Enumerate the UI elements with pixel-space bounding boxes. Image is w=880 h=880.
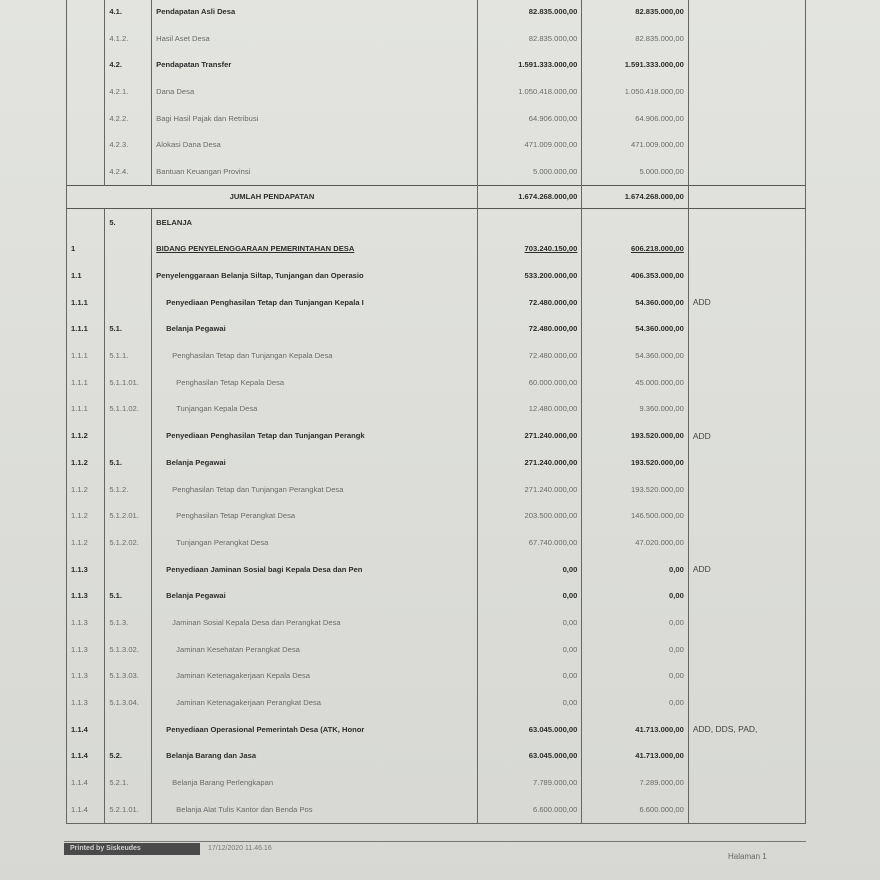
funding-source-cell xyxy=(688,105,805,132)
realization-amount-cell: 82.835.000,00 xyxy=(582,25,688,52)
account-code-cell: 5.2.1. xyxy=(105,769,152,796)
activity-code-cell: 1.1.3 xyxy=(67,663,105,690)
funding-source-cell xyxy=(688,51,805,78)
activity-code-cell: 1.1.2 xyxy=(67,502,105,529)
activity-code-cell: 1.1 xyxy=(67,262,105,289)
funding-source-cell: ADD, DDS, PAD, xyxy=(688,716,805,743)
funding-source-cell xyxy=(688,743,805,770)
description-cell: Penyelenggaraan Belanja Siltap, Tunjangan dan Operasio xyxy=(152,262,478,289)
funding-source-cell: ADD xyxy=(688,289,805,316)
description-cell: Alokasi Dana Desa xyxy=(152,131,478,158)
description-cell: Belanja Alat Tulis Kantor dan Benda Pos xyxy=(152,796,478,823)
budget-amount-cell: 7.789.000,00 xyxy=(478,769,582,796)
activity-code-cell xyxy=(67,131,105,158)
activity-code-cell: 1.1.1 xyxy=(67,342,105,369)
funding-source-cell xyxy=(688,25,805,52)
budget-amount-cell: 67.740.000,00 xyxy=(478,529,582,556)
budget-amount-cell: 72.480.000,00 xyxy=(478,289,582,316)
realization-amount-cell: 6.600.000,00 xyxy=(582,796,688,823)
account-code-cell: 5.1. xyxy=(105,449,152,476)
budget-amount-cell: 0,00 xyxy=(478,609,582,636)
table-row xyxy=(67,0,806,25)
account-code-cell: 5.2.1.01. xyxy=(105,796,152,823)
table-row xyxy=(67,316,806,343)
activity-code-cell: 1.1.3 xyxy=(67,636,105,663)
account-code-cell: 4.1.2. xyxy=(105,25,152,52)
description-cell: Penyediaan Operasional Pemerintah Desa (ATK, Honor xyxy=(152,716,478,743)
budget-amount-cell: 72.480.000,00 xyxy=(478,316,582,343)
activity-code-cell: 1 xyxy=(67,236,105,263)
table-row xyxy=(67,529,806,556)
realization-amount-cell: 45.000.000,00 xyxy=(582,369,688,396)
activity-code-cell: 1.1.1 xyxy=(67,316,105,343)
table-row xyxy=(67,131,806,158)
account-code-cell: 5.1. xyxy=(105,582,152,609)
account-code-cell: 4.2.1. xyxy=(105,78,152,105)
funding-source-cell: ADD xyxy=(688,556,805,583)
description-cell: Belanja Barang Perlengkapan xyxy=(152,769,478,796)
description-cell: Penyediaan Penghasilan Tetap dan Tunjangan Kepala I xyxy=(152,289,478,316)
funding-source-cell xyxy=(688,689,805,716)
description-cell: BELANJA xyxy=(152,208,478,235)
funding-source-cell xyxy=(688,369,805,396)
budget-amount-cell: 271.240.000,00 xyxy=(478,476,582,503)
table-row xyxy=(67,342,806,369)
table-row xyxy=(67,743,806,770)
table-row xyxy=(67,262,806,289)
budget-amount-cell: 533.200.000,00 xyxy=(478,262,582,289)
activity-code-cell: 1.1.2 xyxy=(67,449,105,476)
activity-code-cell: 1.1.3 xyxy=(67,556,105,583)
footer-divider xyxy=(64,841,806,842)
realization-amount-cell: 1.050.418.000,00 xyxy=(582,78,688,105)
description-cell: Pendapatan Asli Desa xyxy=(152,0,478,25)
funding-source-cell xyxy=(688,158,805,185)
funding-source-cell xyxy=(688,0,805,25)
total-realization-cell: 1.674.268.000,00 xyxy=(582,185,688,208)
realization-amount-cell: 1.591.333.000,00 xyxy=(582,51,688,78)
funding-source-cell xyxy=(688,236,805,263)
activity-code-cell: 1.1.1 xyxy=(67,396,105,423)
account-code-cell: 4.2.4. xyxy=(105,158,152,185)
budget-amount-cell: 703.240.150,00 xyxy=(478,236,582,263)
activity-code-cell xyxy=(67,51,105,78)
account-code-cell xyxy=(105,556,152,583)
description-cell: Penyediaan Jaminan Sosial bagi Kepala Desa dan Pen xyxy=(152,556,478,583)
funding-source-cell xyxy=(688,262,805,289)
account-code-cell: 5.1.1.01. xyxy=(105,369,152,396)
activity-code-cell: 1.1.2 xyxy=(67,422,105,449)
budget-amount-cell: 0,00 xyxy=(478,556,582,583)
total-label: JUMLAH PENDAPATAN xyxy=(67,185,478,208)
funding-source-cell xyxy=(688,582,805,609)
table-row xyxy=(67,51,806,78)
funding-source-cell xyxy=(688,131,805,158)
table-row xyxy=(67,369,806,396)
table-row xyxy=(67,582,806,609)
description-cell: Hasil Aset Desa xyxy=(152,25,478,52)
budget-amount-cell: 0,00 xyxy=(478,689,582,716)
realization-amount-cell: 0,00 xyxy=(582,663,688,690)
description-cell: Penghasilan Tetap dan Tunjangan Kepala Desa xyxy=(152,342,478,369)
description-cell: Tunjangan Kepala Desa xyxy=(152,396,478,423)
budget-amount-cell: 1.050.418.000,00 xyxy=(478,78,582,105)
realization-amount-cell: 406.353.000,00 xyxy=(582,262,688,289)
activity-code-cell: 1.1.3 xyxy=(67,582,105,609)
realization-amount-cell: 471.009.000,00 xyxy=(582,131,688,158)
description-cell: Dana Desa xyxy=(152,78,478,105)
description-cell: Jaminan Sosial Kepala Desa dan Perangkat Desa xyxy=(152,609,478,636)
budget-amount-cell: 63.045.000,00 xyxy=(478,716,582,743)
budget-amount-cell: 63.045.000,00 xyxy=(478,743,582,770)
budget-amount-cell: 0,00 xyxy=(478,636,582,663)
account-code-cell: 5.1.2.01. xyxy=(105,502,152,529)
realization-amount-cell: 193.520.000,00 xyxy=(582,422,688,449)
table-row xyxy=(67,422,806,449)
activity-code-cell xyxy=(67,105,105,132)
realization-amount-cell: 64.906.000,00 xyxy=(582,105,688,132)
total-source-cell xyxy=(688,185,805,208)
table-row xyxy=(67,769,806,796)
print-timestamp: 17/12/2020 11.46.16 xyxy=(208,845,272,852)
realization-amount-cell: 0,00 xyxy=(582,636,688,663)
description-cell: Jaminan Ketenagakerjaan Perangkat Desa xyxy=(152,689,478,716)
account-code-cell: 5.1.3.04. xyxy=(105,689,152,716)
table-row xyxy=(67,449,806,476)
activity-code-cell: 1.1.1 xyxy=(67,289,105,316)
budget-amount-cell: 12.480.000,00 xyxy=(478,396,582,423)
account-code-cell: 5.2. xyxy=(105,743,152,770)
realization-amount-cell: 54.360.000,00 xyxy=(582,316,688,343)
description-cell: Tunjangan Perangkat Desa xyxy=(152,529,478,556)
realization-amount-cell: 193.520.000,00 xyxy=(582,476,688,503)
activity-code-cell: 1.1.4 xyxy=(67,796,105,823)
printed-by-label: Printed by Siskeudes xyxy=(64,843,200,855)
budget-table xyxy=(66,0,806,824)
funding-source-cell xyxy=(688,529,805,556)
realization-amount-cell: 82.835.000,00 xyxy=(582,0,688,25)
table-row xyxy=(67,289,806,316)
budget-amount-cell: 271.240.000,00 xyxy=(478,449,582,476)
table-row xyxy=(67,25,806,52)
funding-source-cell xyxy=(688,316,805,343)
activity-code-cell: 1.1.1 xyxy=(67,369,105,396)
activity-code-cell xyxy=(67,208,105,235)
budget-amount-cell: 82.835.000,00 xyxy=(478,25,582,52)
description-cell: BIDANG PENYELENGGARAAN PEMERINTAHAN DESA xyxy=(152,236,478,263)
realization-amount-cell: 5.000.000,00 xyxy=(582,158,688,185)
budget-amount-cell xyxy=(478,208,582,235)
budget-amount-cell: 72.480.000,00 xyxy=(478,342,582,369)
table-row xyxy=(67,636,806,663)
description-cell: Belanja Pegawai xyxy=(152,316,478,343)
table-row xyxy=(67,396,806,423)
activity-code-cell: 1.1.4 xyxy=(67,716,105,743)
realization-amount-cell: 0,00 xyxy=(582,689,688,716)
account-code-cell xyxy=(105,262,152,289)
budget-amount-cell: 203.500.000,00 xyxy=(478,502,582,529)
activity-code-cell: 1.1.3 xyxy=(67,689,105,716)
table-row xyxy=(67,689,806,716)
realization-amount-cell: 41.713.000,00 xyxy=(582,743,688,770)
budget-amount-cell: 471.009.000,00 xyxy=(478,131,582,158)
table-row xyxy=(67,609,806,636)
activity-code-cell xyxy=(67,78,105,105)
activity-code-cell xyxy=(67,0,105,25)
account-code-cell xyxy=(105,422,152,449)
funding-source-cell xyxy=(688,342,805,369)
description-cell: Penghasilan Tetap dan Tunjangan Perangkat Desa xyxy=(152,476,478,503)
realization-amount-cell: 47.020.000,00 xyxy=(582,529,688,556)
account-code-cell: 5.1.3.03. xyxy=(105,663,152,690)
realization-amount-cell: 0,00 xyxy=(582,609,688,636)
description-cell: Bantuan Keuangan Provinsi xyxy=(152,158,478,185)
budget-amount-cell: 82.835.000,00 xyxy=(478,0,582,25)
table-row xyxy=(67,796,806,823)
description-cell: Jaminan Ketenagakerjaan Kepala Desa xyxy=(152,663,478,690)
account-code-cell: 4.2. xyxy=(105,51,152,78)
budget-amount-cell: 1.591.333.000,00 xyxy=(478,51,582,78)
budget-amount-cell: 60.000.000,00 xyxy=(478,369,582,396)
total-budget-cell: 1.674.268.000,00 xyxy=(478,185,582,208)
budget-amount-cell: 0,00 xyxy=(478,663,582,690)
description-cell: Belanja Barang dan Jasa xyxy=(152,743,478,770)
table-row xyxy=(67,502,806,529)
account-code-cell: 5.1.2. xyxy=(105,476,152,503)
activity-code-cell: 1.1.4 xyxy=(67,743,105,770)
budget-amount-cell: 0,00 xyxy=(478,582,582,609)
realization-amount-cell xyxy=(582,208,688,235)
funding-source-cell xyxy=(688,476,805,503)
realization-amount-cell: 606.218.000,00 xyxy=(582,236,688,263)
description-cell: Pendapatan Transfer xyxy=(152,51,478,78)
funding-source-cell: ADD xyxy=(688,422,805,449)
description-cell: Penyediaan Penghasilan Tetap dan Tunjangan Perangk xyxy=(152,422,478,449)
description-cell: Jaminan Kesehatan Perangkat Desa xyxy=(152,636,478,663)
description-cell: Belanja Pegawai xyxy=(152,449,478,476)
description-cell: Penghasilan Tetap Kepala Desa xyxy=(152,369,478,396)
funding-source-cell xyxy=(688,78,805,105)
activity-code-cell: 1.1.2 xyxy=(67,476,105,503)
table-row xyxy=(67,663,806,690)
description-cell: Belanja Pegawai xyxy=(152,582,478,609)
account-code-cell: 4.2.3. xyxy=(105,131,152,158)
realization-amount-cell: 193.520.000,00 xyxy=(582,449,688,476)
realization-amount-cell: 41.713.000,00 xyxy=(582,716,688,743)
table-row xyxy=(67,556,806,583)
realization-amount-cell: 54.360.000,00 xyxy=(582,289,688,316)
page-number: Halaman 1 xyxy=(728,852,767,861)
table-row xyxy=(67,78,806,105)
account-code-cell: 5.1.3.02. xyxy=(105,636,152,663)
activity-code-cell xyxy=(67,25,105,52)
activity-code-cell: 1.1.2 xyxy=(67,529,105,556)
realization-amount-cell: 7.289.000,00 xyxy=(582,769,688,796)
account-code-cell: 5. xyxy=(105,208,152,235)
funding-source-cell xyxy=(688,609,805,636)
budget-amount-cell: 64.906.000,00 xyxy=(478,105,582,132)
budget-amount-cell: 271.240.000,00 xyxy=(478,422,582,449)
funding-source-cell xyxy=(688,449,805,476)
table-row xyxy=(67,476,806,503)
funding-source-cell xyxy=(688,769,805,796)
realization-amount-cell: 0,00 xyxy=(582,582,688,609)
account-code-cell xyxy=(105,236,152,263)
activity-code-cell: 1.1.3 xyxy=(67,609,105,636)
budget-amount-cell: 6.600.000,00 xyxy=(478,796,582,823)
account-code-cell: 4.2.2. xyxy=(105,105,152,132)
realization-amount-cell: 54.360.000,00 xyxy=(582,342,688,369)
table-row xyxy=(67,208,806,235)
activity-code-cell xyxy=(67,158,105,185)
table-row xyxy=(67,158,806,185)
realization-amount-cell: 146.500.000,00 xyxy=(582,502,688,529)
activity-code-cell: 1.1.4 xyxy=(67,769,105,796)
realization-amount-cell: 9.360.000,00 xyxy=(582,396,688,423)
account-code-cell: 5.1.2.02. xyxy=(105,529,152,556)
account-code-cell: 5.1.1.02. xyxy=(105,396,152,423)
account-code-cell: 5.1.3. xyxy=(105,609,152,636)
account-code-cell xyxy=(105,289,152,316)
account-code-cell: 5.1. xyxy=(105,316,152,343)
table-row xyxy=(67,716,806,743)
account-code-cell: 4.1. xyxy=(105,0,152,25)
funding-source-cell xyxy=(688,663,805,690)
total-income-row xyxy=(67,185,806,208)
account-code-cell: 5.1.1. xyxy=(105,342,152,369)
description-cell: Penghasilan Tetap Perangkat Desa xyxy=(152,502,478,529)
table-row xyxy=(67,236,806,263)
funding-source-cell xyxy=(688,208,805,235)
account-code-cell xyxy=(105,716,152,743)
funding-source-cell xyxy=(688,796,805,823)
funding-source-cell xyxy=(688,502,805,529)
table-row xyxy=(67,105,806,132)
budget-amount-cell: 5.000.000,00 xyxy=(478,158,582,185)
funding-source-cell xyxy=(688,396,805,423)
funding-source-cell xyxy=(688,636,805,663)
description-cell: Bagi Hasil Pajak dan Retribusi xyxy=(152,105,478,132)
realization-amount-cell: 0,00 xyxy=(582,556,688,583)
